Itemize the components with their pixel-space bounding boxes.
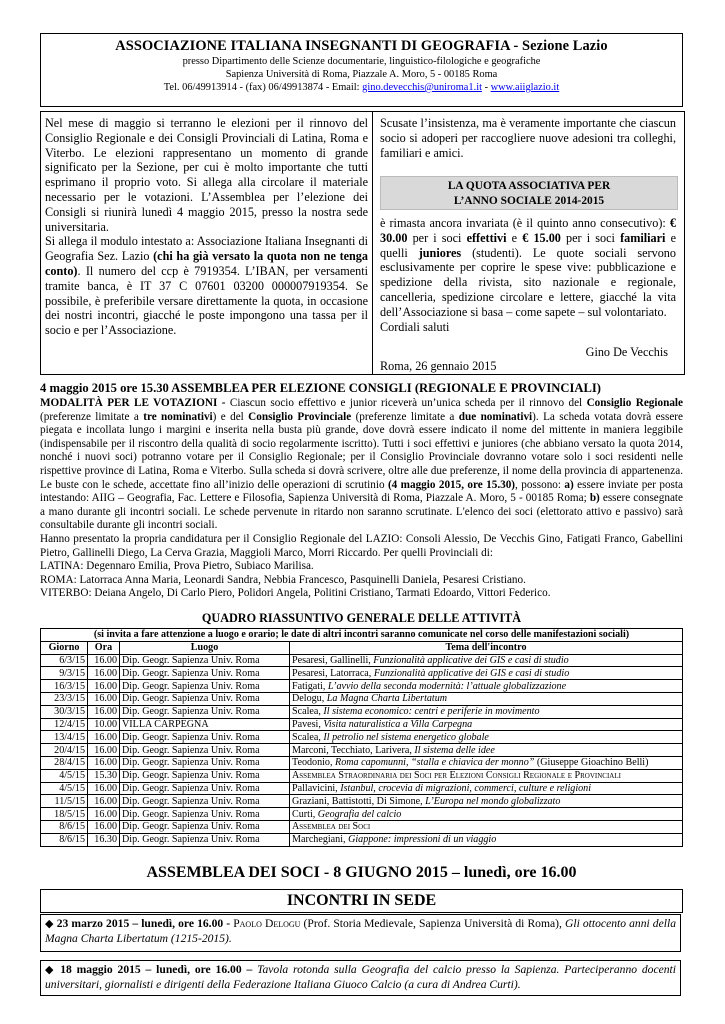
event-title: Gli ottocento anni della Magna Charta Libertatum (1215-2015) bbox=[45, 917, 676, 945]
v13: a) bbox=[564, 478, 574, 491]
tema-i: Il sistema delle idee bbox=[414, 744, 495, 756]
tema-i: L’Europa nel mondo globalizzato bbox=[425, 795, 561, 807]
cell-luogo: Dip. Geogr. Sapienza Univ. Roma bbox=[120, 808, 290, 821]
activities-title: QUADRO RIASSUNTIVO GENERALE DELLE ATTIVITÀ bbox=[201, 611, 522, 625]
cell-tema bbox=[290, 667, 683, 680]
election-paragraph: Nel mese di maggio si terranno le elezioni per il rinnovo del Consiglio Regionale e dei Consigli Provinciali di Latina, Roma e Viterbo. Le elezioni rappresentano un momento di grande significato per la Sezione, per cui è molto importante che tutti esprimano il proprio voto. Si allega alla circolare il materiale necessario per le votazioni. L’Assemblea per l’elezione dei Consigli si riunirà lunedì 4 maggio 2015, presso la nostra sede universitaria. bbox=[45, 116, 368, 234]
website-link[interactable]: www.aiiglazio.it bbox=[490, 82, 560, 93]
cell-giorno: 6/3/15 bbox=[41, 654, 88, 667]
tema-n: Pesaresi, Gallinelli, bbox=[292, 654, 374, 666]
letterhead bbox=[40, 33, 683, 107]
event-info: (Prof. Storia Medievale, Sapienza Università di Roma), bbox=[300, 917, 565, 930]
tema-n: Teodonio, bbox=[292, 757, 336, 769]
cell-giorno: 20/4/15 bbox=[41, 744, 88, 757]
v3: Consiglio Regionale bbox=[586, 397, 683, 409]
cell-ora: 16.00 bbox=[88, 782, 120, 795]
cell-tema bbox=[290, 744, 683, 757]
cell-ora: 16.00 bbox=[88, 808, 120, 821]
cell-ora: 16.00 bbox=[88, 705, 120, 718]
tema-n: Graziani, Battistotti, Di Simone, bbox=[292, 795, 426, 807]
cell-luogo: Dip. Geogr. Sapienza Univ. Roma bbox=[120, 654, 290, 667]
cell-giorno: 4/5/15 bbox=[41, 782, 88, 795]
candidates-roma: ROMA: Latorraca Anna Maria, Leonardi Sandra, Nebbia Francesco, Pasquinelli Daniela, Pesaresi Cristiano. bbox=[40, 573, 526, 586]
cell-ora: 16.00 bbox=[88, 680, 120, 693]
department-line: presso Dipartimento delle Scienze documentarie, linguistico-filologiche e geografiche bbox=[182, 56, 541, 67]
tema-i: La Magna Charta Libertatum bbox=[326, 693, 448, 705]
tema-i: Funzionalità applicative dei GIS e casi di studio bbox=[373, 667, 570, 679]
table-row bbox=[41, 680, 683, 693]
quota-familiari: familiari bbox=[620, 230, 666, 245]
voting-paragraph bbox=[40, 397, 683, 533]
contacts-prefix: Tel. 06/49913914 - (fax) 06/49913874 - Email: bbox=[163, 82, 363, 93]
cell-giorno: 23/3/15 bbox=[41, 692, 88, 705]
cell-luogo: Dip. Geogr. Sapienza Univ. Roma bbox=[120, 680, 290, 693]
quota-text-7: per i soci bbox=[560, 230, 621, 245]
v16: essere consegnate a mano durante gli incontri sociali. Le schede pervenute in ritardo non saranno scrutinate. L'elenco dei soci (elettorato attivo e passivo) sarà consultabile durante gli incontri sociali. bbox=[40, 492, 683, 532]
cell-luogo: Dip. Geogr. Sapienza Univ. Roma bbox=[120, 833, 290, 846]
cell-ora: 16.00 bbox=[88, 667, 120, 680]
voting-heading: MODALITÀ PER LE VOTAZIONI - bbox=[40, 397, 230, 409]
cell-giorno: 8/6/15 bbox=[41, 820, 88, 833]
table-row bbox=[41, 731, 683, 744]
tema-i: Funzionalità applicative dei GIS e casi di studio bbox=[373, 654, 569, 666]
incontri-title: INCONTRI IN SEDE bbox=[40, 889, 683, 913]
tema-i: Visita naturalistica a Villa Carpegna bbox=[323, 718, 473, 730]
cell-luogo: Dip. Geogr. Sapienza Univ. Roma bbox=[120, 744, 290, 757]
tema-n: Pavesi, bbox=[292, 718, 324, 730]
cell-luogo: Dip. Geogr. Sapienza Univ. Roma bbox=[120, 820, 290, 833]
tema-n: Marconi, Tecchiato, Larivera, bbox=[292, 744, 415, 756]
event-date: 18 maggio 2015 – lunedì, ore 16.00 – bbox=[55, 963, 258, 976]
tema-s: Assemblea dei Soci bbox=[292, 821, 371, 833]
cell-tema bbox=[290, 769, 683, 782]
header-tema: Tema dell'incontro bbox=[290, 641, 683, 654]
event-end: . bbox=[228, 931, 232, 945]
table-row bbox=[41, 808, 683, 821]
tema-n: Delogu, bbox=[292, 693, 327, 705]
table-header-row bbox=[41, 641, 683, 654]
table-row bbox=[41, 782, 683, 795]
table-row bbox=[41, 744, 683, 757]
cell-tema bbox=[290, 820, 683, 833]
quota-juniores: juniores bbox=[418, 245, 462, 260]
cell-giorno: 16/3/15 bbox=[41, 680, 88, 693]
cell-luogo: Dip. Geogr. Sapienza Univ. Roma bbox=[120, 692, 290, 705]
v14: essere inviate per posta intestando: AIIG – Geografia, Fac. Lettere e Filosofia, Sapienza Università di Roma, Piazzale A. Moro, 5 - 00185 Roma; bbox=[40, 478, 683, 505]
quota-text-11: (studenti). Le quote sociali servono esclusivamente per coprire le spese vive: pubblicazione e spedizione della rivista, sito nazionale e regionale, cancelleria, spedizione circolare e lettere, giacché la vita dell’Associazione si basa – come sapete – sul volontariato. bbox=[380, 245, 676, 319]
cell-giorno: 28/4/15 bbox=[41, 756, 88, 769]
event-box-1 bbox=[40, 914, 681, 952]
cell-giorno: 13/4/15 bbox=[41, 731, 88, 744]
cell-giorno: 18/5/15 bbox=[41, 808, 88, 821]
right-column bbox=[373, 112, 684, 374]
table-row bbox=[41, 692, 683, 705]
quota-text-1: è rimasta ancora invariata (è il quinto anno consecutivo): bbox=[380, 216, 670, 230]
tema-i: Il petrolio nel sistema energetico globale bbox=[323, 731, 489, 743]
election-notice bbox=[45, 116, 368, 338]
cell-tema bbox=[290, 680, 683, 693]
voting-rules bbox=[40, 397, 683, 601]
cell-tema bbox=[290, 718, 683, 731]
v4: (preferenze limitate a bbox=[40, 410, 144, 423]
quota-effettivi: effettivi bbox=[466, 230, 507, 245]
tema-n: Fatigati, bbox=[292, 680, 328, 692]
tema-i: Istanbul, crocevia di migrazioni, commerci, culture e religioni bbox=[340, 782, 592, 794]
cell-ora: 16.00 bbox=[88, 820, 120, 833]
tema-t: (Giuseppe Gioachino Belli) bbox=[534, 757, 649, 769]
tema-n: Curti, bbox=[292, 808, 318, 820]
v9: due nominativi bbox=[458, 410, 533, 423]
table-row bbox=[41, 820, 683, 833]
assembly-title: 4 maggio 2015 ore 15.30 ASSEMBLEA PER ELEZIONE CONSIGLI (REGIONALE E PROVINCIALI) bbox=[40, 381, 601, 395]
cell-luogo: Dip. Geogr. Sapienza Univ. Roma bbox=[120, 795, 290, 808]
cell-giorno: 12/4/15 bbox=[41, 718, 88, 731]
cell-ora: 16.00 bbox=[88, 731, 120, 744]
event-box-2 bbox=[40, 960, 681, 996]
cell-luogo: VILLA CARPEGNA bbox=[120, 718, 290, 731]
cell-giorno: 9/3/15 bbox=[41, 667, 88, 680]
tema-n: Scalea, bbox=[292, 706, 324, 718]
greeting: Cordiali saluti bbox=[380, 319, 450, 334]
cell-ora: 16.30 bbox=[88, 833, 120, 846]
cell-tema bbox=[290, 692, 683, 705]
v8: (preferenze limitate a bbox=[351, 410, 459, 423]
tema-n: Marchegiani, bbox=[292, 834, 349, 846]
cell-ora: 16.00 bbox=[88, 795, 120, 808]
cell-ora: 16.00 bbox=[88, 692, 120, 705]
quota-text bbox=[380, 216, 676, 334]
contacts-separator: - bbox=[481, 82, 491, 93]
payment-paragraph bbox=[45, 234, 368, 338]
payment-text-a: Si allega il modulo intestato a: Associazione Italiana Insegnanti di Geografia Sez. Lazio bbox=[45, 234, 368, 264]
cell-giorno: 4/5/15 bbox=[41, 769, 88, 782]
table-row bbox=[41, 705, 683, 718]
tema-n: Pesaresi, Latorraca, bbox=[292, 667, 374, 679]
membership-appeal: Scusate l’insistenza, ma è veramente importante che ciascun socio si adoperi per raccogliere nuove adesioni tra colleghi, familiari e amici. bbox=[380, 116, 676, 160]
quota-heading bbox=[380, 176, 678, 210]
cell-ora: 10.00 bbox=[88, 718, 120, 731]
cell-luogo: Dip. Geogr. Sapienza Univ. Roma bbox=[120, 769, 290, 782]
diamond-bullet-icon: ◆ bbox=[45, 918, 54, 930]
cell-luogo: Dip. Geogr. Sapienza Univ. Roma bbox=[120, 705, 290, 718]
cell-giorno: 11/5/15 bbox=[41, 795, 88, 808]
event-date: 23 marzo 2015 – lunedì, ore 16.00 - bbox=[53, 917, 234, 930]
cell-giorno: 30/3/15 bbox=[41, 705, 88, 718]
cell-tema bbox=[290, 782, 683, 795]
activities-body bbox=[41, 654, 683, 846]
header-giorno: Giorno bbox=[41, 641, 88, 654]
v2: Ciascun socio effettivo e junior riceverà un’unica scheda per il rinnovo del bbox=[229, 397, 587, 409]
tema-n: Pallavicini, bbox=[292, 782, 341, 794]
payment-text-b: . Il numero del ccp è 7919354. L’IBAN, per versamenti tramite banca, è IT 37 C 07601 03200 000007919354. Se possibile, è preferibile versare direttamente la quota, in occasione dei nostri incontri, giacché le poste impongono una tassa per il socio e per l’Associazione. bbox=[45, 263, 368, 338]
diamond-bullet-icon: ◆ bbox=[45, 964, 56, 976]
quota-heading-line2: L’ANNO SOCIALE 2014-2015 bbox=[453, 195, 605, 207]
event-description: Tavola rotonda sulla Geografia del calcio presso la Sapienza. Parteciperanno docenti universitari, giornalisti e dirigenti della Federazione Italiana Giuoco Calcio (a cura di Andrea Curti). bbox=[45, 963, 676, 991]
cell-luogo: Dip. Geogr. Sapienza Univ. Roma bbox=[120, 756, 290, 769]
quota-text-9: e quelli bbox=[380, 230, 676, 260]
quota-text-3: per i soci bbox=[407, 230, 467, 245]
left-column bbox=[41, 112, 373, 374]
tema-n: Scalea, bbox=[292, 731, 324, 743]
header-ora: Ora bbox=[88, 641, 120, 654]
v15: b) bbox=[589, 492, 600, 505]
cell-tema bbox=[290, 833, 683, 846]
cell-luogo: Dip. Geogr. Sapienza Univ. Roma bbox=[120, 667, 290, 680]
candidates-paragraph: Hanno presentato la propria candidatura per il Consiglio Regionale del LAZIO: Consoli Alessio, De Vecchis Gino, Fatigati Franco, Gabellini Pietro, Gallinelli Diego, La Cerva Grazia, Maggioli Marco, Morri Riccardo. Per quelli Provinciali di: bbox=[40, 532, 683, 559]
tema-i: L’avvio della seconda modernità: l’attuale globalizzazione bbox=[327, 680, 567, 692]
cell-tema bbox=[290, 654, 683, 667]
quota-heading-line1: LA QUOTA ASSOCIATIVA PER bbox=[447, 180, 611, 192]
table-row bbox=[41, 654, 683, 667]
cell-tema bbox=[290, 731, 683, 744]
tema-s: Assemblea Straordinaria dei Soci per Elezioni Consigli Regionale e Provinciali bbox=[292, 770, 621, 782]
tema-i: Giappone: impressioni di un viaggio bbox=[348, 834, 497, 846]
table-row bbox=[41, 795, 683, 808]
contacts-line bbox=[41, 81, 682, 94]
candidates-latina: LATINA: Degennaro Emilia, Prova Pietro, Subiaco Marilisa. bbox=[40, 560, 314, 573]
table-row bbox=[41, 756, 683, 769]
cell-luogo: Dip. Geogr. Sapienza Univ. Roma bbox=[120, 782, 290, 795]
v10: ). La scheda votata dovrà essere piegata e incollata lungo i margini e inserita nella busta più grande, dove dovrà essere indicato il nome del mittente in maniera leggibile (indispensabile per il riscontro della qualità di socio regolarmente iscritto). Tutti i soci effettivi e juniores (che abbiano versato la quota 2014, nonché i nuovi soci) potranno votare per il Consiglio Regionale; per il Consiglio Provinciale dovranno votare solo i soci residenti nelle rispettive province di Latina, Roma e Viterbo. Sulla scheda si dovrà scrivere, oltre alle due preferenze, il nome della provincia di appartenenza. Le buste con le schede, accettate fino all’inizio delle operazioni di scrutinio bbox=[40, 410, 683, 491]
cell-tema bbox=[290, 795, 683, 808]
address-line: Sapienza Università di Roma, Piazzale A. Moro, 5 - 00185 Roma bbox=[225, 69, 498, 80]
association-title: ASSOCIAZIONE ITALIANA INSEGNANTI DI GEOGRAFIA - Sezione Lazio bbox=[115, 38, 608, 54]
cell-tema bbox=[290, 808, 683, 821]
email-link[interactable]: gino.devecchis@uniroma1.it bbox=[362, 82, 482, 93]
cell-ora: 16.00 bbox=[88, 756, 120, 769]
table-row bbox=[41, 833, 683, 846]
v7: Consiglio Provinciale bbox=[248, 410, 352, 423]
quota-amount-familiari: € 15.00 bbox=[522, 230, 561, 245]
v12: , possono: bbox=[515, 478, 565, 491]
table-row bbox=[41, 718, 683, 731]
cell-ora: 16.00 bbox=[88, 744, 120, 757]
header-luogo: Luogo bbox=[120, 641, 290, 654]
tema-i: Geografia del calcio bbox=[317, 808, 402, 820]
tema-i: Roma capomunni, “stalla e chiavica der monno” bbox=[335, 757, 535, 769]
cell-ora: 16.00 bbox=[88, 654, 120, 667]
table-row bbox=[41, 769, 683, 782]
cell-tema bbox=[290, 705, 683, 718]
cell-tema bbox=[290, 756, 683, 769]
activities-note: (si invita a fare attenzione a luogo e orario; le date di altri incontri saranno comunicate nel corso delle manifestazioni sociali) bbox=[41, 629, 683, 642]
quota-amount-effettivi: € 30.00 bbox=[380, 216, 676, 245]
table-row bbox=[41, 667, 683, 680]
signature: Gino De Vecchis bbox=[585, 345, 668, 359]
candidates-viterbo: VITERBO: Deiana Angelo, Di Carlo Piero, Polidori Angela, Politini Cristiano, Tarmati Edoardo, Vittori Federico. bbox=[40, 587, 551, 600]
quota-text-5: e bbox=[506, 230, 523, 245]
letter-date: Roma, 26 gennaio 2015 bbox=[380, 359, 497, 373]
cell-luogo: Dip. Geogr. Sapienza Univ. Roma bbox=[120, 731, 290, 744]
final-assembly: ASSEMBLEA DEI SOCI - 8 GIUGNO 2015 – lunedì, ore 16.00 bbox=[146, 864, 577, 881]
intro-columns bbox=[40, 111, 685, 375]
tema-i: Il sistema economico: centri e periferie in movimento bbox=[323, 706, 540, 718]
v5: tre nominativi bbox=[143, 410, 213, 423]
cell-giorno: 8/6/15 bbox=[41, 833, 88, 846]
v11: (4 maggio 2015, ore 15.30) bbox=[387, 478, 516, 491]
event-speaker: Paolo Delogu bbox=[233, 917, 301, 930]
v6: ) e del bbox=[212, 410, 249, 423]
activities-table bbox=[40, 628, 683, 847]
cell-ora: 15.30 bbox=[88, 769, 120, 782]
payment-note: (chi ha già versato la quota non ne tenga conto) bbox=[45, 249, 368, 278]
